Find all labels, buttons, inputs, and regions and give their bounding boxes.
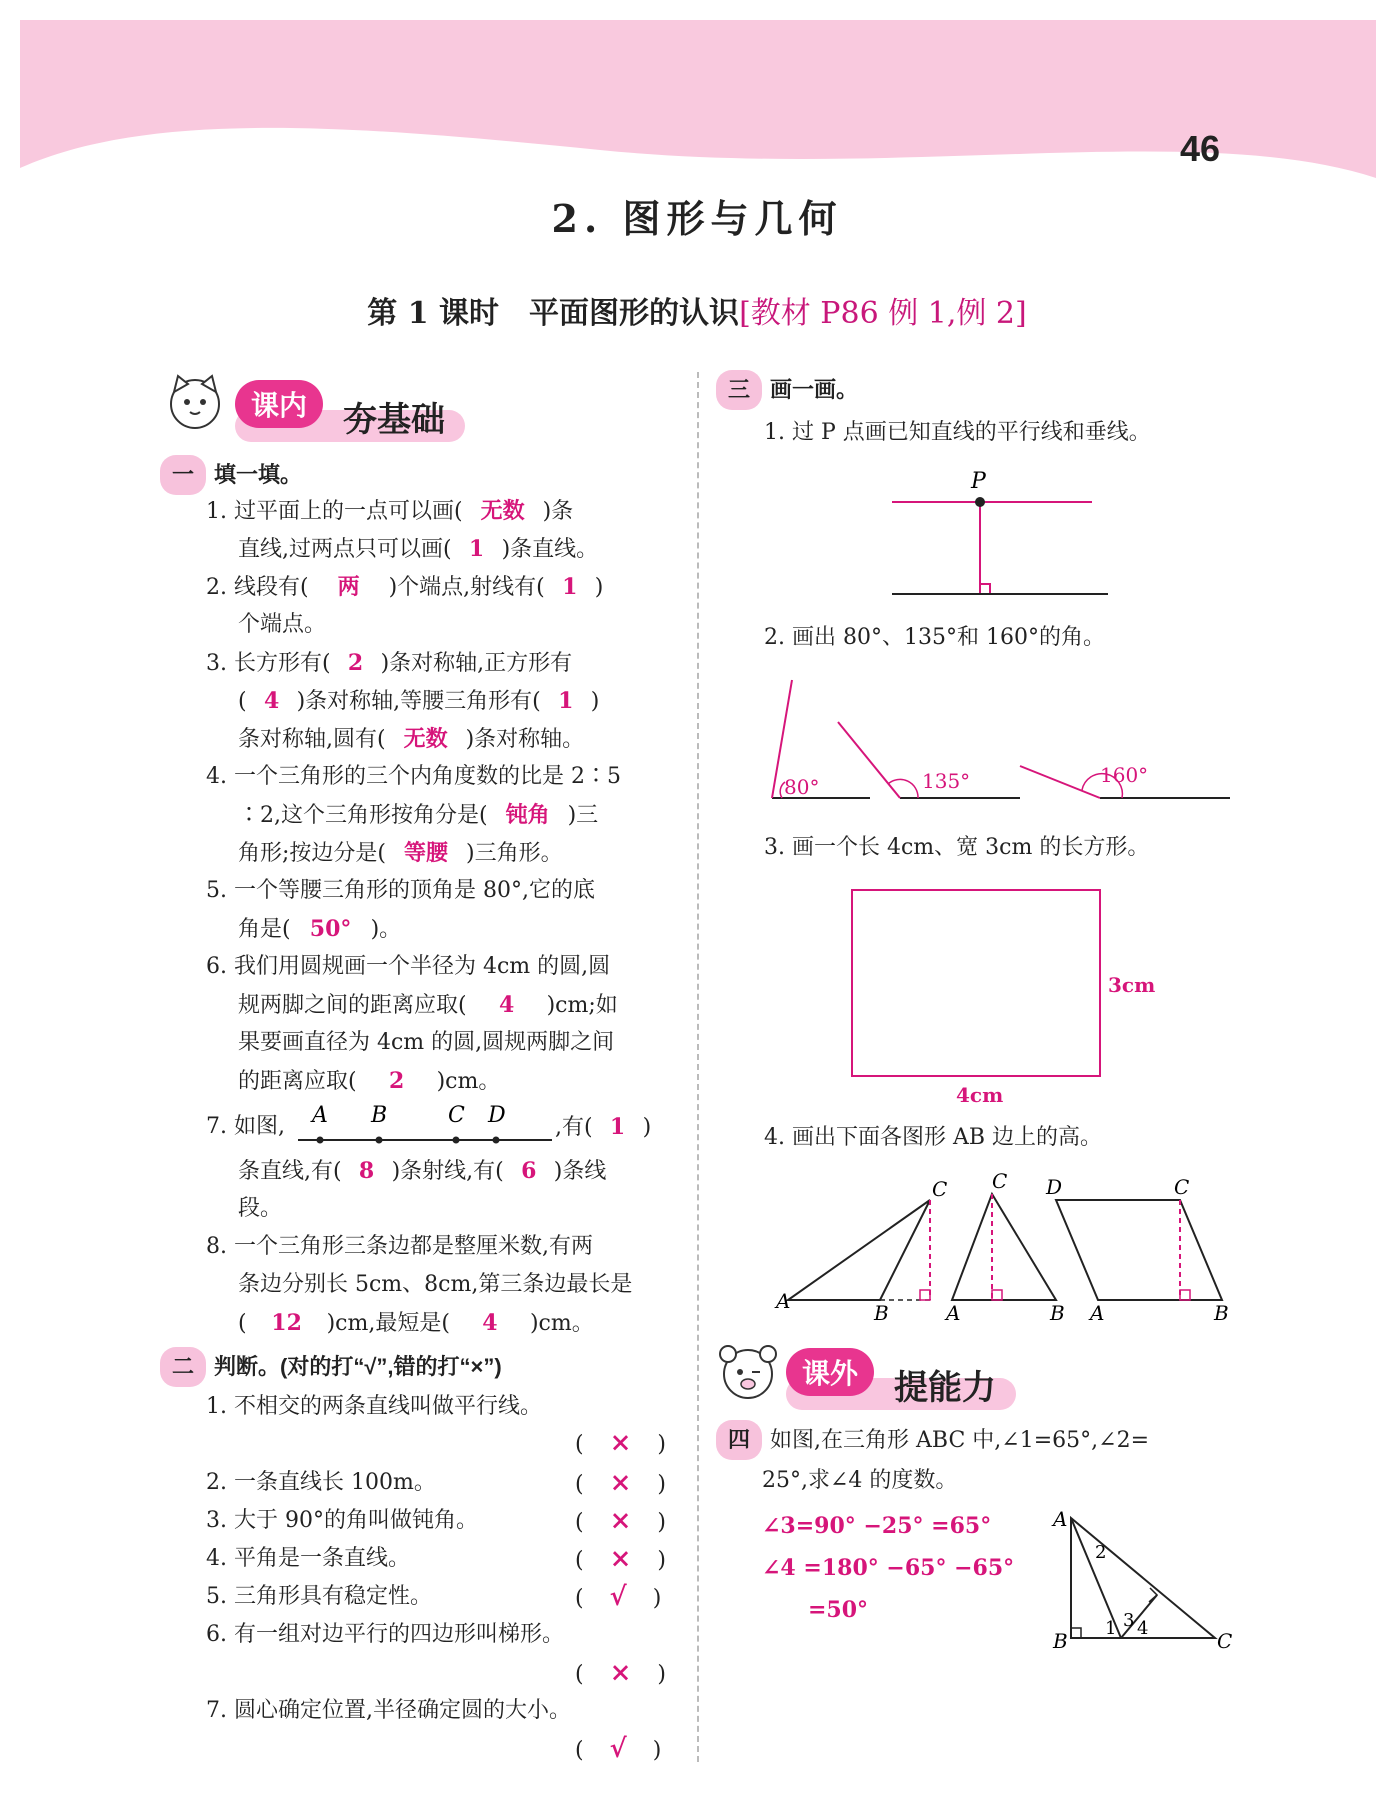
q1-answer-2: 1 — [468, 536, 485, 562]
q7-line3: 段。 — [238, 1196, 283, 1221]
judge-4-text: 4. 平角是一条直线。 — [206, 1546, 410, 1571]
chapter-title: 2. 图形与几何 — [551, 196, 843, 241]
q3-line3: 条对称轴,圆有( 无数 )条对称轴。 — [238, 721, 584, 758]
section-4-line1 — [716, 1420, 1149, 1460]
fig4-angle-3: 3 — [1123, 1610, 1135, 1631]
q8-answer-2: 4 — [482, 1310, 498, 1336]
section-3-heading — [716, 370, 858, 410]
banner-in — [160, 370, 480, 450]
cat-mascot-icon — [160, 370, 230, 440]
fig1-b: B — [874, 1301, 889, 1325]
q7-line2: 条直线,有( 8 )条射线,有( 6 )条线 — [238, 1153, 606, 1190]
lesson-title — [0, 288, 1394, 332]
banner-out — [714, 1338, 1034, 1418]
fig1-a: A — [776, 1289, 791, 1313]
fig3-a: A — [1090, 1301, 1105, 1325]
angle-135-label: 135° — [922, 769, 971, 793]
judge-4-answer: ( × ) — [575, 1544, 666, 1574]
banner-in-title: 夯基础 — [343, 401, 445, 439]
q4-line3: 角形;按边分是( 等腰 )三角形。 — [238, 835, 563, 872]
q7-line-figure — [296, 1098, 556, 1148]
section-3-title: 画一画。 — [770, 377, 859, 402]
q6-answer-2: 2 — [388, 1068, 405, 1094]
solution-step-2: ∠4 =180° −65° −65° — [762, 1555, 1015, 1581]
section-2-heading — [160, 1347, 502, 1387]
q5-answer-1: 50° — [309, 916, 352, 942]
q7-line1: 7. 如图, — [206, 1114, 285, 1139]
section-4-text-1: 如图,在三角形 ABC 中,∠1=65°,∠2= — [770, 1428, 1150, 1453]
q4-line1: 4. 一个三角形的三个内角度数的比是 2∶5 — [206, 764, 621, 789]
q3-answer-2: 4 — [263, 688, 280, 714]
q7-answer-3: 6 — [521, 1158, 537, 1184]
fig1-c: C — [932, 1177, 948, 1201]
judge-5-answer: ( √ ) — [575, 1582, 662, 1612]
draw-4-text: 4. 画出下面各图形 AB 边上的高。 — [764, 1125, 1103, 1150]
q3-answer-3: 1 — [558, 688, 574, 714]
judge-6-answer: ( × ) — [575, 1658, 666, 1688]
section-1-title: 填一填。 — [214, 462, 303, 487]
q8-line3: ( 12 )cm,最短是( 4 )cm。 — [238, 1305, 594, 1342]
q7-line1-end: ,有( 1 ) — [555, 1109, 651, 1146]
angle-80-label: 80° — [784, 775, 820, 799]
q2-line1: 2. 线段有( 两 )个端点,射线有( 1 ) — [206, 569, 603, 606]
draw-2-figure — [760, 670, 1240, 810]
q7-point-d: D — [488, 1103, 506, 1128]
judge-5-text: 5. 三角形具有稳定性。 — [206, 1584, 432, 1609]
draw-3-figure — [840, 880, 1160, 1110]
fig2-c: C — [992, 1169, 1008, 1193]
section-3-badge: 三 — [716, 370, 762, 410]
q3-line2: ( 4 )条对称轴,等腰三角形有( 1 ) — [238, 683, 599, 720]
solution-step-1: ∠3=90° −25° =65° — [762, 1513, 992, 1539]
section-2-badge: 二 — [160, 1347, 206, 1387]
draw-1-figure — [880, 462, 1120, 602]
q7-point-c: C — [448, 1103, 465, 1128]
point-p-label: P — [971, 469, 986, 494]
column-divider — [697, 372, 699, 1762]
fig3-b: B — [1214, 1301, 1229, 1325]
q5-line2: 角是( 50° )。 — [238, 911, 401, 948]
fig2-b: B — [1050, 1301, 1065, 1325]
page-number: 46 — [1180, 128, 1221, 169]
fig3-c: C — [1174, 1175, 1190, 1199]
q6-line1: 6. 我们用圆规画一个半径为 4cm 的圆,圆 — [206, 954, 611, 979]
fig4-angle-2: 2 — [1095, 1542, 1107, 1563]
section-2-title: 判断。(对的打“√”,错的打“×”) — [214, 1354, 502, 1379]
section-1-badge: 一 — [160, 455, 206, 495]
section-1-heading — [160, 455, 302, 495]
q4-line2: ∶2,这个三角形按角分是( 钝角 )三 — [238, 797, 598, 834]
q2-answer-2: 1 — [562, 574, 578, 600]
judge-7-answer: ( √ ) — [575, 1734, 662, 1764]
judge-7-text: 7. 圆心确定位置,半径确定圆的大小。 — [206, 1698, 571, 1723]
q7-point-a: A — [312, 1103, 328, 1128]
q4-answer-2: 等腰 — [403, 840, 448, 866]
section-4-badge: 四 — [716, 1420, 762, 1460]
banner-out-title: 提能力 — [894, 1369, 996, 1407]
section-4-line2: 25°,求∠4 的度数。 — [762, 1468, 958, 1493]
q6-answer-1: 4 — [498, 992, 515, 1018]
solution-step-3: =50° — [808, 1597, 869, 1623]
bear-mascot-icon — [714, 1338, 782, 1408]
draw-4-figure — [770, 1168, 1240, 1328]
q6-line4: 的距离应取( 2 )cm。 — [238, 1063, 500, 1100]
judge-6-text: 6. 有一组对边平行的四边形叫梯形。 — [206, 1622, 564, 1647]
q8-answer-1: 12 — [271, 1310, 302, 1336]
rect-height-label: 3cm — [1108, 973, 1156, 997]
judge-1-text: 1. 不相交的两条直线叫做平行线。 — [206, 1394, 542, 1419]
q6-line2: 规两脚之间的距离应取( 4 )cm;如 — [238, 987, 618, 1024]
fig4-angle-1: 1 — [1105, 1618, 1117, 1639]
fig4-c: C — [1217, 1629, 1233, 1653]
q1-line1: 1. 过平面上的一点可以画( 无数 )条 — [206, 493, 573, 530]
q3-answer-1: 2 — [347, 650, 364, 676]
header-band — [0, 0, 1394, 200]
q2-line2: 个端点。 — [238, 612, 327, 637]
fig3-d: D — [1046, 1175, 1063, 1199]
lesson-name: 第 1 课时 平面图形的认识 — [367, 296, 740, 331]
q4-answer-1: 钝角 — [505, 802, 550, 828]
q3-line1: 3. 长方形有( 2 )条对称轴,正方形有 — [206, 645, 572, 682]
banner-in-pill: 课内 — [235, 380, 323, 428]
q6-line3: 果要画直径为 4cm 的圆,圆规两脚之间 — [238, 1030, 615, 1055]
fig4-angle-4: 4 — [1137, 1618, 1149, 1639]
q3-answer-4: 无数 — [403, 726, 448, 752]
fig4-a: A — [1053, 1508, 1068, 1531]
fig2-a: A — [946, 1301, 961, 1325]
q1-answer-1: 无数 — [480, 498, 525, 524]
q8-line1: 8. 一个三角形三条边都是整厘米数,有两 — [206, 1234, 593, 1259]
judge-2-text: 2. 一条直线长 100m。 — [206, 1470, 436, 1495]
draw-2-text: 2. 画出 80°、135°和 160°的角。 — [764, 625, 1105, 650]
fig4-b: B — [1053, 1629, 1068, 1653]
draw-3-text: 3. 画一个长 4cm、宽 3cm 的长方形。 — [764, 835, 1150, 860]
judge-1-answer: ( × ) — [575, 1428, 666, 1458]
banner-out-pill: 课外 — [786, 1348, 874, 1396]
q2-answer-1: 两 — [337, 574, 360, 600]
lesson-ref: [教材 P86 例 1,例 2] — [739, 296, 1027, 331]
q1-line2: 直线,过两点只可以画( 1 )条直线。 — [238, 531, 598, 568]
q8-line2: 条边分别长 5cm、8cm,第三条边最长是 — [238, 1272, 633, 1297]
q7-point-b: B — [371, 1103, 388, 1128]
section-4-figure — [1045, 1508, 1240, 1658]
draw-1-text: 1. 过 P 点画已知直线的平行线和垂线。 — [764, 420, 1151, 445]
judge-2-answer: ( × ) — [575, 1468, 666, 1498]
q7-answer-1: 1 — [609, 1114, 626, 1140]
judge-3-answer: ( × ) — [575, 1506, 666, 1536]
angle-160-label: 160° — [1100, 763, 1149, 787]
rect-width-label: 4cm — [956, 1083, 1004, 1107]
q7-answer-2: 8 — [358, 1158, 375, 1184]
judge-3-text: 3. 大于 90°的角叫做钝角。 — [206, 1508, 478, 1533]
q5-line1: 5. 一个等腰三角形的顶角是 80°,它的底 — [206, 878, 595, 903]
